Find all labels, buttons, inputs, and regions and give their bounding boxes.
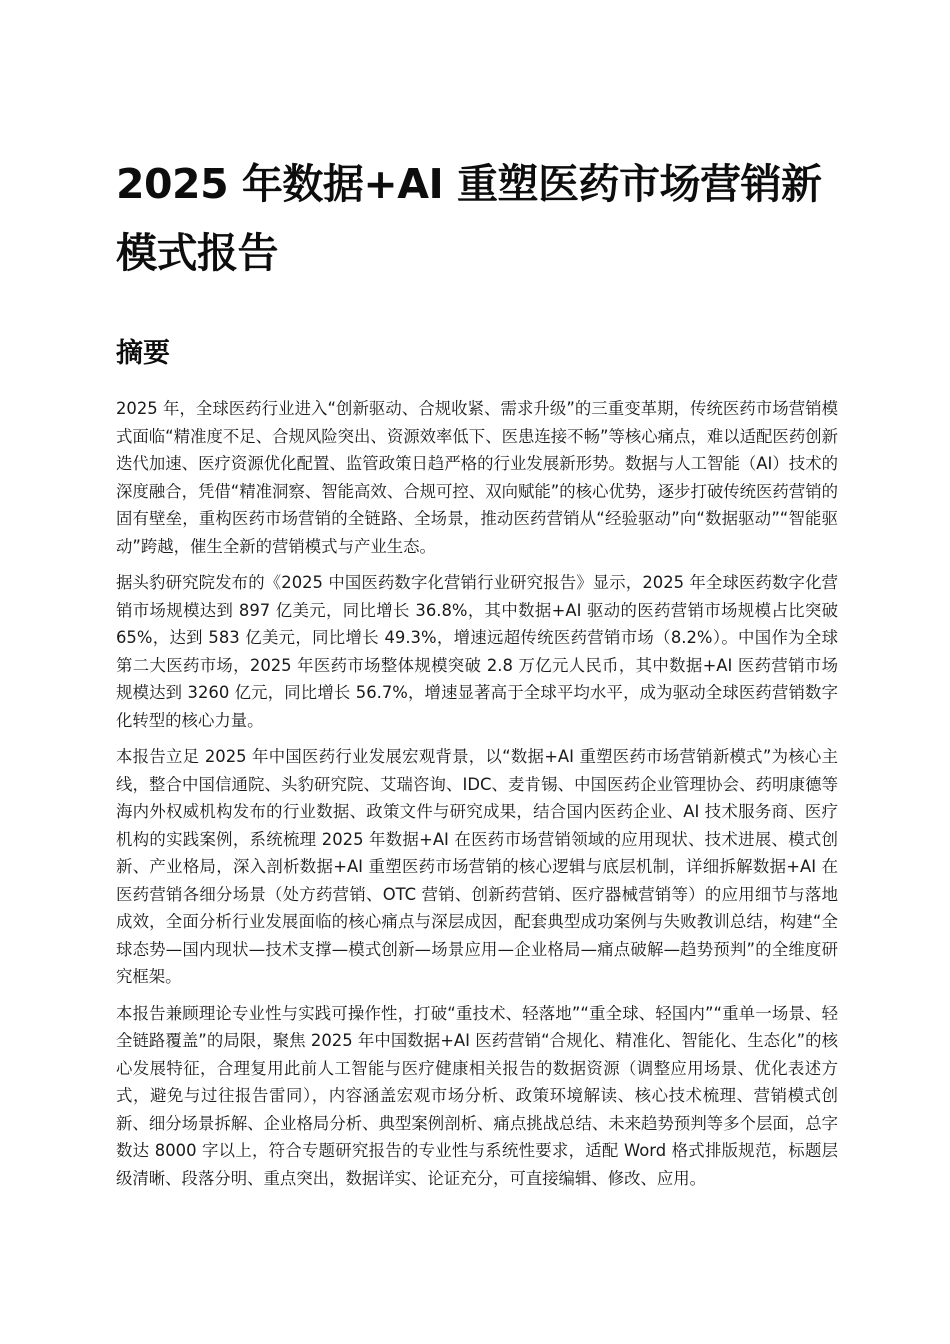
document-page [116,150,838,1201]
abstract-heading: 摘要 [116,338,170,369]
abstract-paragraph-3: 本报告立足 2025 年中国医药行业发展宏观背景，以“数据+AI 重塑医药市场营销新模式”为核心主线，整合中国信通院、头豹研究院、艾瑞咨询、IDC、麦肯锡、中国医药企业管理协会、药明康德等海内外权威机构发布的行业数据、政策文件与研究成果，结合国内医药企业、AI 技术服务商、医疗机构的实践案例，系统梳理 2025 年数据+AI 在医药市场营销领域的应用现状、技术进展、模式创新、产业格局，深入剖析数据+AI 重塑医药市场营销的核心逻辑与底层机制，详细拆解数据+AI 在医药营销各细分场景（处方药营销、OTC 营销、创新药营销、医疗器械营销等）的应用细节与落地成效，全面分析行业发展面临的核心痛点与深层成因，配套典型成功案例与失败教训总结，构建“全球态势—国内现状—技术支撑—模式创新—场景应用—企业格局—痛点破解—趋势预判”的全维度研究框架。 [116,747,838,986]
document-title: 2025 年数据+AI 重塑医药市场营销新模式报告 [116,160,822,277]
abstract-paragraph-2: 据头豹研究院发布的《2025 中国医药数字化营销行业研究报告》显示，2025 年全球医药数字化营销市场规模达到 897 亿美元，同比增长 36.8%，其中数据+AI 驱动的医药营销市场规模占比突破 65%，达到 583 亿美元，同比增长 49.3%，增速远超传统医药营销市场（8.2%）。中国作为全球第二大医药市场，2025 年医药市场整体规模突破 2.8 万亿元人民币，其中数据+AI 医药营销市场规模达到 3260 亿元，同比增长 56.7%，增速显著高于全球平均水平，成为驱动全球医药营销数字化转型的核心力量。 [116,573,838,730]
abstract-paragraph-4: 本报告兼顾理论专业性与实践可操作性，打破“重技术、轻落地”“重全球、轻国内”“重单一场景、轻全链路覆盖”的局限，聚焦 2025 年中国数据+AI 医药营销“合规化、精准化、智能化、生态化”的核心发展特征，合理复用此前人工智能与医疗健康相关报告的数据资源（调整应用场景、优化表述方式，避免与过往报告雷同），内容涵盖宏观市场分析、政策环境解读、核心技术梳理、营销模式创新、细分场景拆解、企业格局分析、典型案例剖析、痛点挑战总结、未来趋势预判等多个层面，总字数达 8000 字以上，符合专题研究报告的专业性与系统性要求，适配 Word 格式排版规范，标题层级清晰、段落分明、重点突出，数据详实、论证充分，可直接编辑、修改、应用。 [116,1003,838,1188]
abstract-body [116,395,838,1192]
abstract-paragraph-1: 2025 年，全球医药行业进入“创新驱动、合规收紧、需求升级”的三重变革期，传统医药市场营销模式面临“精准度不足、合规风险突出、资源效率低下、医患连接不畅”等核心痛点，难以适配医药创新迭代加速、医疗资源优化配置、监管政策日趋严格的行业发展新形势。数据与人工智能（AI）技术的深度融合，凭借“精准洞察、智能高效、合规可控、双向赋能”的核心优势，逐步打破传统医药营销的固有壁垒，重构医药市场营销的全链路、全场景，推动医药营销从“经验驱动”向“数据驱动”“智能驱动”跨越，催生全新的营销模式与产业生态。 [116,399,838,556]
